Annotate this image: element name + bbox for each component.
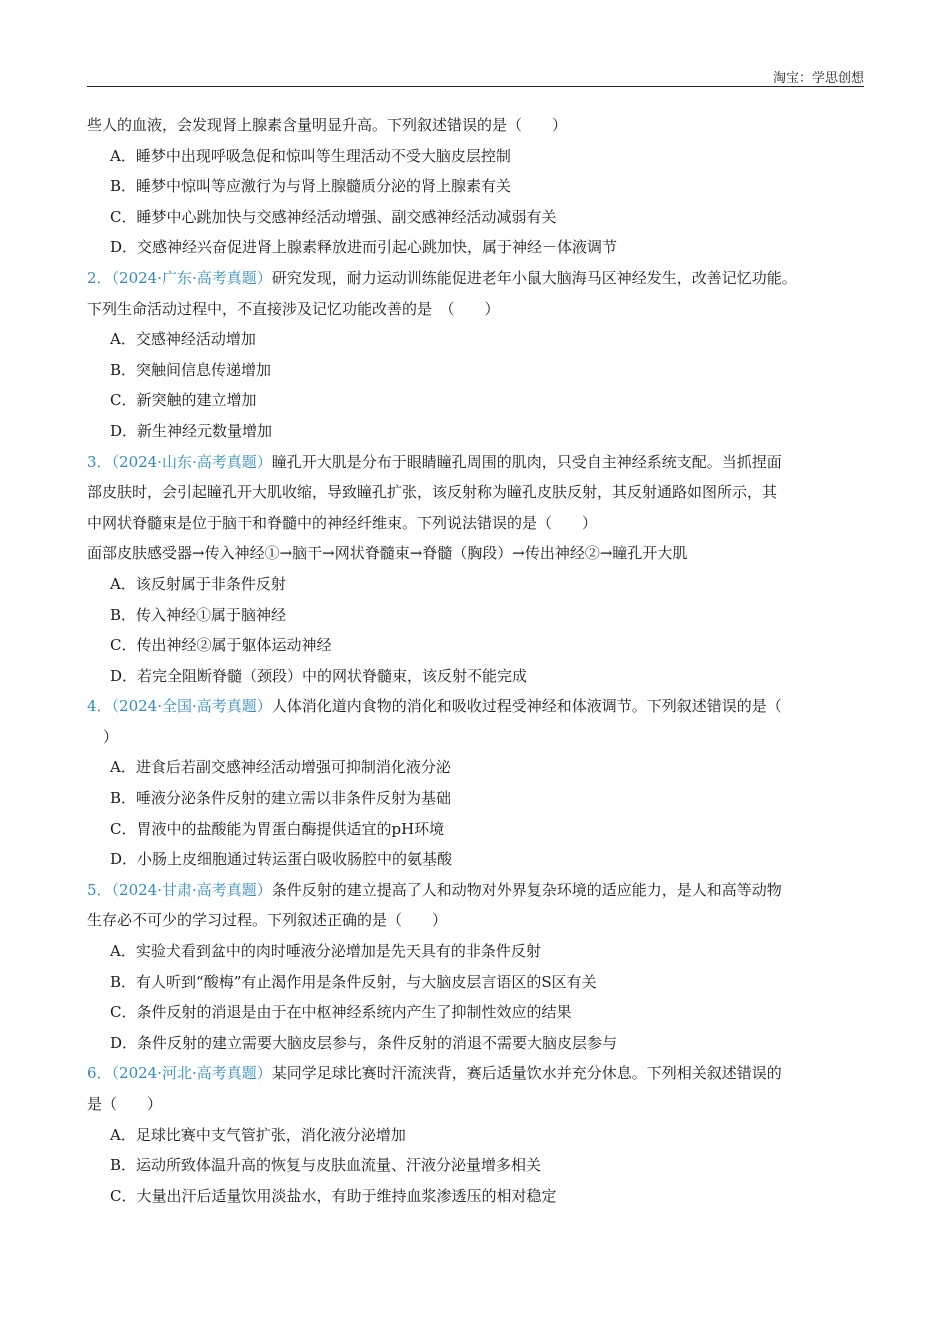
q5-stem-1: 条件反射的建立提高了人和动物对外界复杂环境的适应能力，是人和高等动物 [271,880,782,899]
q5-stem-line-2: 生存必不可少的学习过程。下列叙述正确的是（ ） [87,911,448,930]
document-body [87,110,877,1211]
q4-stem-line-1 [87,691,877,722]
q2-option-c: C．新突触的建立增加 [110,391,257,410]
q5-option-b: B．有人听到“酸梅”有止渴作用是条件反射，与大脑皮层言语区的S区有关 [110,972,597,991]
q3-number: 3． [87,452,112,471]
q5-stem-line-1 [87,875,877,906]
q1-option-c: C．睡梦中心跳加快与交感神经活动增强、副交感神经活动减弱有关 [110,207,557,226]
q6-number: 6． [87,1064,112,1083]
q3-option-d: D．若完全阻断脊髓（颈段）中的网状脊髓束，该反射不能完成 [110,666,528,685]
page-header [87,64,864,87]
q2-stem-line-1 [87,263,877,294]
q6-option-c: C．大量出汗后适量饮用淡盐水，有助于维持血浆渗透压的相对稳定 [110,1186,557,1205]
q3-stem-line-3: 中网状脊髓束是位于脑干和脊髓中的神经纤维束。下列说法错误的是（ ） [87,513,598,532]
header-text: 淘宝：学思创想 [772,71,864,86]
q1-stem-line: 些人的血液，会发现肾上腺素含量明显升高。下列叙述错误的是（ ） [87,116,568,134]
q1-option-a: A．睡梦中出现呼吸急促和惊叫等生理活动不受大脑皮层控制 [110,146,511,165]
q3-stem-line-2: 部皮肤时，会引起瞳孔开大肌收缩，导致瞳孔扩张，该反射称为瞳孔皮肤反射，其反射通路如图所示，其 [87,483,778,502]
q5-option-d: D．条件反射的建立需要大脑皮层参与，条件反射的消退不需要大脑皮层参与 [110,1033,618,1052]
q4-option-a: A．进食后若副交感神经活动增强可抑制消化液分泌 [110,758,451,777]
q3-stem-1: 瞳孔开大肌是分布于眼睛瞳孔周围的肌肉，只受自主神经系统支配。当抓捏面 [271,452,782,471]
q4-option-d: D．小肠上皮细胞通过转运蛋白吸收肠腔中的氨基酸 [110,850,453,869]
q6-source: （2024·河北·高考真题） [111,1064,272,1083]
q4-number: 4． [87,697,112,716]
q6-option-a: A．足球比赛中支气管扩张，消化液分泌增加 [110,1125,406,1144]
q5-option-a: A．实验犬看到盆中的肉时唾液分泌增加是先天具有的非条件反射 [110,942,541,961]
q6-option-b: B．运动所致体温升高的恢复与皮肤血流量、汗液分泌量增多相关 [110,1156,542,1175]
q2-option-d: D．新生神经元数量增加 [110,421,273,440]
q4-source: （2024·全国·高考真题） [111,697,272,716]
q5-source: （2024·甘肃·高考真题） [111,880,272,899]
q3-stem-line-1 [87,447,877,478]
q2-option-a: A．交感神经活动增加 [110,330,256,349]
q3-option-c: C．传出神经②属于躯体运动神经 [110,636,332,655]
q6-stem-line-1 [87,1058,877,1089]
q2-source: （2024·广东·高考真题） [111,268,272,287]
q2-stem-1: 研究发现，耐力运动训练能促进老年小鼠大脑海马区神经发生，改善记忆功能。 [271,268,797,287]
q3-reflex-pathway: 面部皮肤感受器→传入神经①→脑干→网状脊髓束→脊髓（胸段）→传出神经②→瞳孔开大肌 [87,544,688,563]
q4-stem-1: 人体消化道内食物的消化和吸收过程受神经和体液调节。下列叙述错误的是（ [271,697,782,716]
q2-number: 2． [87,268,112,287]
q5-number: 5． [87,880,112,899]
q1-option-d: D．交感神经兴奋促进肾上腺素释放进而引起心跳加快，属于神经－体液调节 [110,238,618,257]
q2-option-b: B．突触间信息传递增加 [110,360,272,379]
q3-option-b: B．传入神经①属于脑神经 [110,605,287,624]
q5-option-c: C．条件反射的消退是由于在中枢神经系统内产生了抑制性效应的结果 [110,1003,572,1022]
q1-option-b: B．睡梦中惊叫等应激行为与肾上腺髓质分泌的肾上腺素有关 [110,177,512,196]
q3-source: （2024·山东·高考真题） [111,452,272,471]
q2-stem-line-2: 下列生命活动过程中，不直接涉及记忆功能改善的是 （ ） [87,299,500,318]
q4-option-b: B．唾液分泌条件反射的建立需以非条件反射为基础 [110,789,452,808]
q3-option-a: A．该反射属于非条件反射 [110,574,286,593]
q4-stem-line-2: ） [103,727,119,746]
q4-option-c: C．胃液中的盐酸能为胃蛋白酶提供适宜的pH环境 [110,819,445,838]
q6-stem-1: 某同学足球比赛时汗流浃背，赛后适量饮水并充分休息。下列相关叙述错误的 [271,1064,782,1083]
q6-stem-line-2: 是（ ） [87,1095,163,1113]
